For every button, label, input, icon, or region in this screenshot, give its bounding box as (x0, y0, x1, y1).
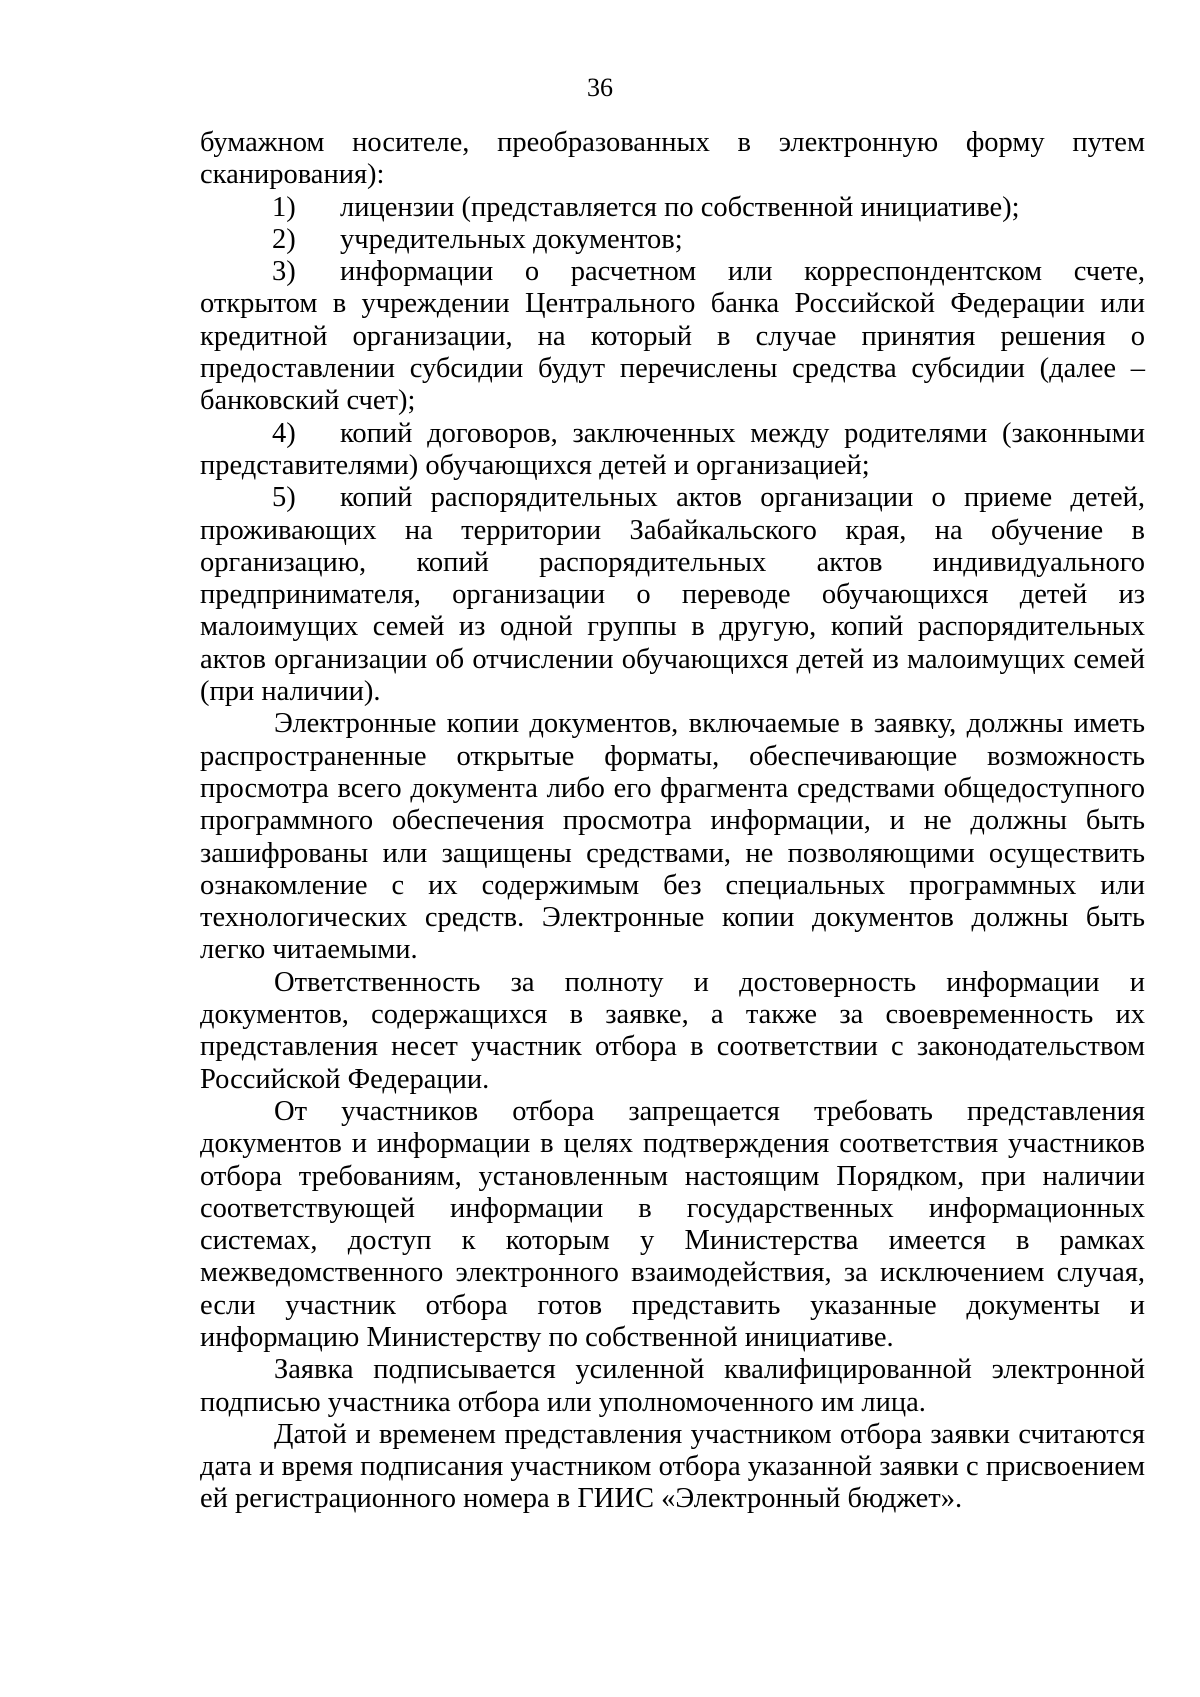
paragraph-signature: Заявка подписывается усиленной квалифицированной электронной подписью участника отбора или уполномоченного им лица. (200, 1354, 1145, 1418)
list-item-text: учредительных документов; (340, 223, 683, 255)
continuation-paragraph: бумажном носителе, преобразованных в электронную форму путем сканирования): (200, 127, 1145, 191)
list-item-number: 2) (272, 223, 296, 255)
list-item-number: 4) (272, 417, 296, 449)
document-body (200, 127, 1145, 1516)
list-item-text: копий распорядительных актов организации о приеме детей, проживающих на территории Забайкальского края, на обучение в организацию, копий распорядительных актов индивидуального предпринимателя, организации о переводе обучающихся детей из малоимущих семей из одной группы в другую, копий распорядительных актов организации об отчислении обучающихся детей из малоимущих семей (при наличии). (200, 482, 1145, 708)
list-item-text: информации о расчетном или корреспондентском счете, открытом в учреждении Центрального банка Российской Федерации или кредитной организации, на который в случае принятия решения о предоставлении субсидии будут перечислены средства субсидии (далее – банковский счет); (200, 256, 1145, 417)
page-number: 36 (587, 73, 613, 102)
list-item (200, 192, 1145, 224)
list-item (200, 418, 1145, 483)
list-item (200, 482, 1145, 708)
list-item-number: 3) (272, 256, 296, 288)
list-item-text: копий договоров, заключенных между родителями (законными представителями) обучающихся детей и организацией; (200, 417, 1145, 481)
list-item-text: лицензии (представляется по собственной инициативе); (340, 191, 1020, 223)
list-item (200, 256, 1145, 417)
paragraph-electronic-copies: Электронные копии документов, включаемые в заявку, должны иметь распространенные открытые форматы, обеспечивающие возможность просмотра всего документа либо его фрагмента средствами общедоступного программного обеспечения просмотра информации, и не должны быть зашифрованы или защищены средствами, не позволяющими осуществить ознакомление с их содержимым без специальных программных или технологических средств. Электронные копии документов должны быть легко читаемыми. (200, 708, 1145, 966)
list-item (200, 224, 1145, 256)
paragraph-prohibition: От участников отбора запрещается требовать представления документов и информации в целях подтверждения соответствия участников отбора требованиям, установленным настоящим Порядком, при наличии соответствующей информации в государственных информационных системах, доступ к которым у Министерства имеется в рамках межведомственного электронного взаимодействия, за исключением случая, если участник отбора готов представить указанные документы и информацию Министерству по собственной инициативе. (200, 1095, 1145, 1353)
list-item-number: 5) (272, 482, 296, 514)
paragraph-submission-date: Датой и временем представления участником отбора заявки считаются дата и время подписания участником отбора указанной заявки с присвоением ей регистрационного номера в ГИИС «Электронный бюджет». (200, 1418, 1145, 1515)
paragraph-responsibility: Ответственность за полноту и достоверность информации и документов, содержащихся в заявке, а также за своевременность их представления несет участник отбора в соответствии с законодательством Российской Федерации. (200, 966, 1145, 1095)
list-item-number: 1) (272, 191, 296, 223)
